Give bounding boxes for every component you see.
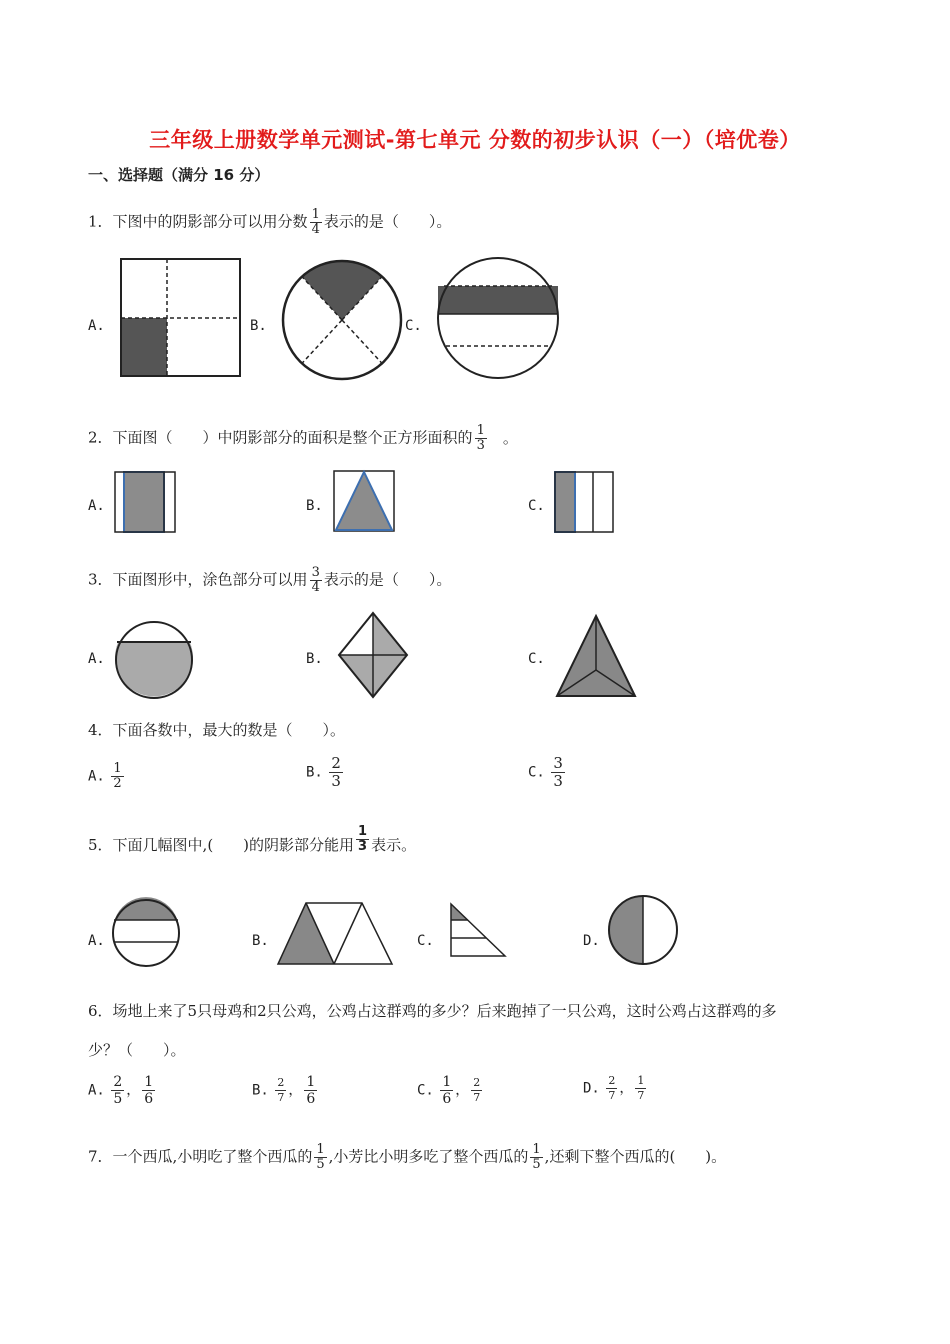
q2-figure-b-square[interactable] xyxy=(333,470,395,532)
question-6-line2: 少？（ ）。 xyxy=(88,1041,186,1059)
fraction: $\frac{2}{7}$ xyxy=(608,1074,616,1102)
option-d[interactable]: D. $\frac{2}{7}$ ， $\frac{1}{7}$ xyxy=(583,1074,645,1102)
option-b[interactable]: B. $\frac{2}{7}$ ， $\frac{1}{6}$ xyxy=(252,1074,316,1107)
question-text-after: 表示。 xyxy=(371,836,417,854)
question-7 xyxy=(88,1143,726,1172)
fraction: $\frac{1}{6}$ xyxy=(306,1074,316,1107)
question-number: 2． xyxy=(88,428,113,447)
fraction: $\frac{2}{3}$ xyxy=(331,754,341,790)
option-c-label[interactable]: C. xyxy=(405,318,422,334)
q5-figure-b-trapezoid[interactable] xyxy=(276,902,394,966)
option-b-label[interactable]: B. xyxy=(252,933,269,949)
q5-figure-d-circle[interactable] xyxy=(607,894,679,966)
fraction: $\frac{1}{3}$ xyxy=(476,423,485,453)
question-text: 下面各数中，最大的数是（ ）。 xyxy=(112,721,346,739)
question-number: 5． xyxy=(88,836,113,854)
option-c-label[interactable]: C. xyxy=(528,651,545,667)
q3-figure-c-triangle[interactable] xyxy=(555,614,637,698)
q2-figure-a-square[interactable] xyxy=(114,471,176,533)
fraction: $\frac{2}{7}$ xyxy=(473,1076,481,1104)
option-a-label[interactable]: A. xyxy=(88,651,105,667)
option-d-label[interactable]: D. xyxy=(583,933,600,949)
question-text: 下面几幅图中,( )的阴影部分能用 xyxy=(112,836,355,854)
q1-figure-a-square[interactable] xyxy=(120,258,242,378)
question-text-after: 表示的是（ ）。 xyxy=(323,212,452,231)
question-text: 一个西瓜,小明吃了整个西瓜的 xyxy=(112,1147,313,1166)
section-heading: 一、选择题（满分 16 分） xyxy=(88,166,270,184)
fraction: $\frac{1}{6}$ xyxy=(144,1074,154,1107)
question-text-after: 。 xyxy=(502,428,518,447)
option-c-label[interactable]: C. xyxy=(528,498,545,514)
question-number: 4． xyxy=(88,721,113,739)
option-a-label[interactable]: A. xyxy=(88,318,105,334)
option-a-label[interactable]: A. xyxy=(88,933,105,949)
fraction: $\frac{1}{2}$ xyxy=(113,761,122,791)
option-c-label[interactable]: C. xyxy=(417,933,434,949)
q3-figure-b-rhombus[interactable] xyxy=(337,611,409,699)
question-text: ,小芳比小明多吃了整个西瓜的 xyxy=(328,1147,529,1166)
question-text: 下面图形中，涂色部分可以用 xyxy=(112,570,308,589)
option-a[interactable]: A. $\frac{1}{2}$ xyxy=(88,761,122,791)
option-b-label[interactable]: B. xyxy=(250,318,267,334)
fraction: $\frac{2}{5}$ xyxy=(113,1074,123,1107)
fraction: $\frac{1}{3}$ xyxy=(358,823,368,854)
q5-figure-a-circle[interactable] xyxy=(111,898,181,968)
fraction: $\frac{1}{7}$ xyxy=(637,1074,645,1102)
fraction: $\frac{3}{3}$ xyxy=(553,754,563,790)
option-b-label[interactable]: B. xyxy=(306,498,323,514)
question-3 xyxy=(88,566,451,595)
q1-figure-b-circle[interactable] xyxy=(280,258,404,382)
option-a[interactable]: A. $\frac{2}{5}$ ， $\frac{1}{6}$ xyxy=(88,1074,154,1107)
fraction: $\frac{1}{6}$ xyxy=(442,1074,452,1107)
fraction: $\frac{2}{7}$ xyxy=(277,1076,285,1104)
question-number: 6． xyxy=(88,1002,113,1020)
q5-figure-c-triangle[interactable] xyxy=(449,902,507,958)
question-text: ,还剩下整个西瓜的( )。 xyxy=(544,1147,727,1166)
q3-figure-a-circle[interactable] xyxy=(114,620,194,700)
option-b[interactable]: B. $\frac{2}{3}$ xyxy=(306,754,341,790)
option-b-label[interactable]: B. xyxy=(306,651,323,667)
question-text-line1: 场地上来了5只母鸡和2只公鸡，公鸡占这群鸡的多少？后来跑掉了一只公鸡，这时公鸡占这群鸡的多 xyxy=(112,1002,777,1020)
fraction: $\frac{1}{5}$ xyxy=(532,1142,541,1172)
option-c[interactable]: C. $\frac{1}{6}$ ， $\frac{2}{7}$ xyxy=(417,1074,481,1107)
question-6 xyxy=(88,1001,777,1021)
question-text: 下图中的阴影部分可以用分数 xyxy=(112,212,308,231)
q1-figure-c-circle[interactable] xyxy=(436,256,560,380)
page-title: 三年级上册数学单元测试-第七单元 分数的初步认识（一）（培优卷） xyxy=(149,128,801,152)
question-number: 7． xyxy=(88,1147,113,1166)
question-text: 下面图（ ）中阴影部分的面积是整个正方形面积的 xyxy=(112,428,473,447)
question-2 xyxy=(88,424,518,453)
option-c[interactable]: C. $\frac{3}{3}$ xyxy=(528,754,563,790)
fraction: $\frac{3}{4}$ xyxy=(311,565,320,595)
q2-figure-c-square[interactable] xyxy=(554,471,616,533)
fraction: $\frac{1}{5}$ xyxy=(316,1142,325,1172)
fraction: $\frac{1}{4}$ xyxy=(311,207,320,237)
question-5 xyxy=(88,823,417,855)
question-number: 1． xyxy=(88,212,113,231)
question-4 xyxy=(88,720,345,740)
option-a-label[interactable]: A. xyxy=(88,498,105,514)
question-number: 3． xyxy=(88,570,113,589)
question-text-after: 表示的是（ ）。 xyxy=(323,570,452,589)
question-1 xyxy=(88,208,451,237)
